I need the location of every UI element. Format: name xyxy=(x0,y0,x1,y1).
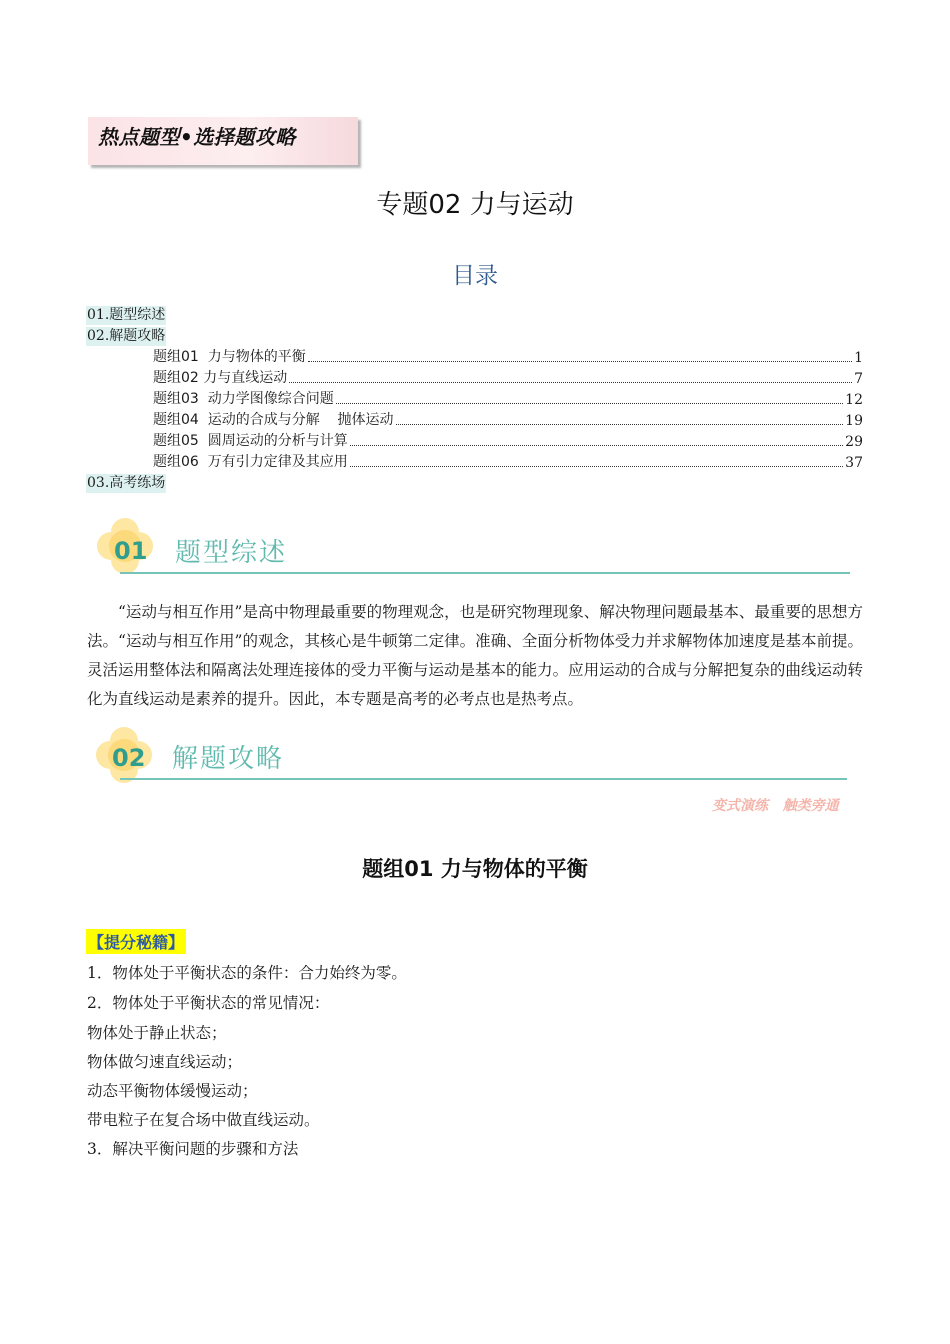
body-line: 2．物体处于平衡状态的常见情况： xyxy=(87,994,330,1012)
toc-section-strategies[interactable]: 02.解题攻略 xyxy=(87,328,166,344)
toc-entry-label: 题组02 力与直线运动 xyxy=(153,370,288,386)
overview-paragraph: “运动与相互作用”是高中物理最重要的物理观念，也是研究物理现象、解决物理问题最基本、最重要的思想方法。“运动与相互作用”的观念，其核心是牛顿第二定律。准确、全面分析物体受力并求解物体加速度是基本前提。灵活运用整体法和隔离法处理连接体的受力平衡与运动是基本的能力。应用运动的合成与分解把复杂的曲线运动转化为直线运动是素养的提升。因此，本专题是高考的必考点也是热考点。 xyxy=(87,603,863,708)
toc-entry-page: 12 xyxy=(845,392,863,408)
toc-leader xyxy=(336,403,843,404)
banner-title: 解题攻略 xyxy=(172,744,285,774)
banner-title: 题型综述 xyxy=(175,538,288,568)
header-tag: 热点题型•选择题攻略 xyxy=(98,125,296,149)
toc-leader xyxy=(289,382,852,383)
banner-number: 01 xyxy=(114,537,148,565)
toc-title: 目录 xyxy=(452,263,498,289)
practice-tagline: 变式演练 触类旁通 xyxy=(712,798,839,814)
toc-entry[interactable] xyxy=(153,451,863,471)
body-line: 1．物体处于平衡状态的条件：合力始终为零。 xyxy=(87,964,407,982)
body-line: 物体做匀速直线运动； xyxy=(87,1053,243,1071)
toc-entry-label: 题组05 圆周运动的分析与计算 xyxy=(153,433,348,449)
toc-leader xyxy=(350,466,843,467)
toc-entry-label: 题组03 动力学图像综合问题 xyxy=(153,391,334,407)
body-line: 动态平衡物体缓慢运动； xyxy=(87,1082,258,1100)
toc-entry-page: 19 xyxy=(845,413,863,429)
toc-entry-label: 题组06 万有引力定律及其应用 xyxy=(153,454,348,470)
toc-entry[interactable] xyxy=(153,388,863,408)
toc-entry[interactable] xyxy=(153,346,863,366)
banner-number: 02 xyxy=(112,744,146,772)
toc-entry[interactable] xyxy=(153,367,863,387)
toc-section-practice[interactable]: 03.高考练场 xyxy=(87,475,166,491)
toc-entry-label: 题组01 力与物体的平衡 xyxy=(153,349,306,365)
group-title: 题组01 力与物体的平衡 xyxy=(362,857,588,881)
doc-title: 专题02 力与运动 xyxy=(376,190,574,220)
toc-entry-page: 29 xyxy=(845,434,863,450)
tip-label: 【提分秘籍】 xyxy=(86,929,186,954)
toc-entry[interactable] xyxy=(153,409,863,429)
banner-underline xyxy=(120,778,847,780)
toc-leader xyxy=(396,424,844,425)
toc-leader xyxy=(350,445,843,446)
toc-entry[interactable] xyxy=(153,430,863,450)
toc-entry-page: 37 xyxy=(845,455,863,471)
toc-entry-page: 7 xyxy=(854,371,863,387)
toc-entry-page: 1 xyxy=(854,350,863,366)
toc-section-overview[interactable]: 01.题型综述 xyxy=(87,307,166,323)
toc-entry-label: 题组04 运动的合成与分解 抛体运动 xyxy=(153,412,394,428)
banner-underline xyxy=(120,572,850,574)
body-line: 带电粒子在复合场中做直线运动。 xyxy=(87,1111,320,1129)
body-line: 物体处于静止状态； xyxy=(87,1024,227,1042)
toc-leader xyxy=(308,361,852,362)
body-line: 3．解决平衡问题的步骤和方法 xyxy=(87,1140,299,1158)
